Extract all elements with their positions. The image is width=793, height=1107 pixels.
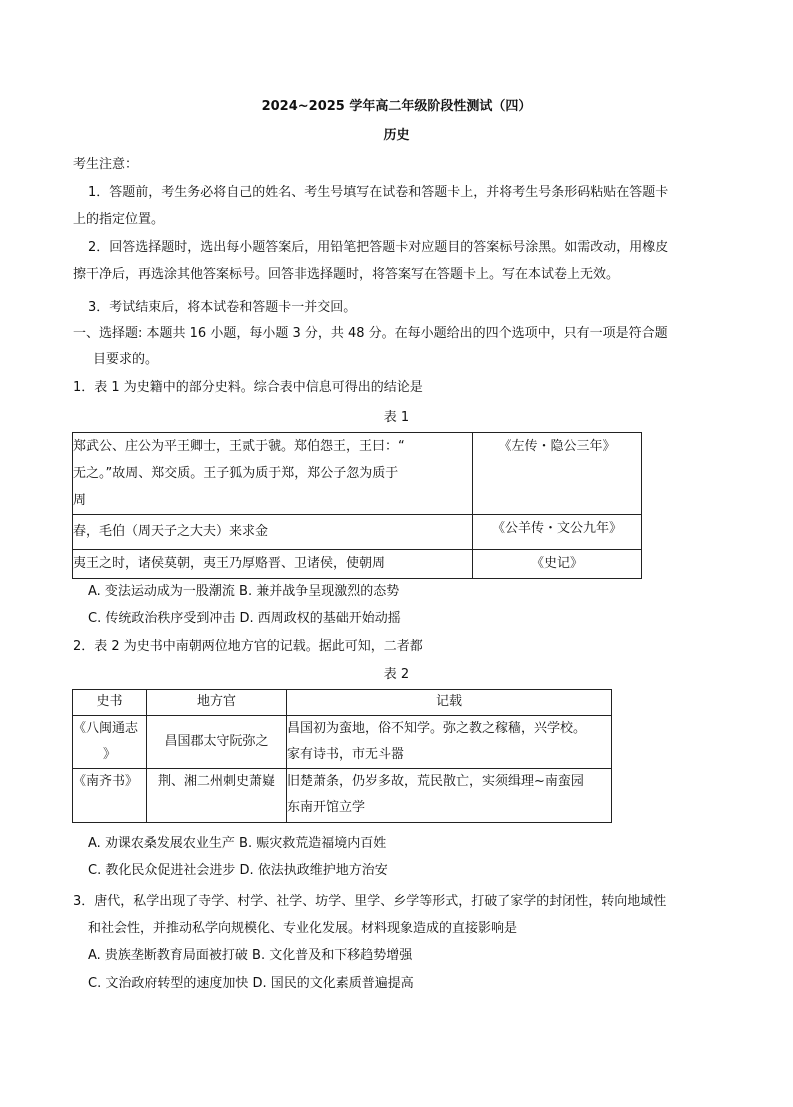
table-row xyxy=(73,433,642,515)
question-2-options-line-1: A. 劝课农桑发展农业生产 B. 赈灾救荒造福境内百姓 xyxy=(88,836,387,851)
table-2-header-book: 史书 xyxy=(73,690,147,716)
question-3-stem-line-1: 3．唐代，私学出现了寺学、村学、社学、坊学、里学、乡学等形式，打破了家学的封闭性，转向地域性 xyxy=(73,894,667,909)
table-row xyxy=(73,550,642,579)
table-1-row-1-line-3: 周 xyxy=(73,493,87,508)
question-3-options-line-2: C. 文治政府转型的速度加快 D. 国民的文化素质普遍提高 xyxy=(88,976,414,991)
table-2-row-1-book xyxy=(73,716,147,769)
table-1-text-cell xyxy=(73,433,473,515)
table-1-row-3-source: 《史记》 xyxy=(473,550,642,579)
notice-heading: 考生注意： xyxy=(73,157,139,172)
notice-item-1-line-1: 1．答题前，考生务必将自己的姓名、考生号填写在试卷和答题卡上，并将考生号条形码粘贴在答题卡 xyxy=(88,185,669,200)
question-1-options-line-1: A. 变法运动成为一股潮流 B. 兼并战争呈现激烈的态势 xyxy=(88,584,400,599)
table-1-row-2-source: 《公羊传・文公九年》 xyxy=(473,515,642,550)
table-2-header-record: 记载 xyxy=(287,690,612,716)
subject-title: 历史 xyxy=(383,128,410,143)
question-3-options-line-1: A. 贵族垄断教育局面被打破 B. 文化普及和下移趋势增强 xyxy=(88,948,413,963)
table-2-row-1-book-line-2: 》 xyxy=(102,747,116,762)
table-1-row-2-text: 春，毛伯（周天子之大夫）来求金 xyxy=(73,515,473,550)
notice-item-2-line-2: 擦干净后，再选涂其他答案标号。回答非选择题时，将答案写在答题卡上。写在本试卷上无效。 xyxy=(73,267,620,282)
section-1-line-1: 一、选择题: 本题共 16 小题，每小题 3 分，共 48 分。在每小题给出的四个选项中，只有一项是符合题 xyxy=(73,326,668,341)
table-1-row-1-line-1: 郑武公、庄公为平王卿士，王贰于虢。郑伯怨王，王曰：“ xyxy=(73,439,405,454)
table-2-row-2-record-line-2: 东南开馆立学 xyxy=(287,800,366,815)
table-2-caption: 表 2 xyxy=(383,667,410,682)
table-2-row-2-official: 荆、湘二州刺史萧嶷 xyxy=(147,769,287,823)
table-1 xyxy=(72,432,642,579)
table-2-row-1-record xyxy=(287,716,612,769)
table-2-row-2-book: 《南齐书》 xyxy=(73,769,147,823)
question-2-options-line-2: C. 教化民众促进社会进步 D. 依法执政维护地方治安 xyxy=(88,863,388,878)
table-row xyxy=(73,716,612,769)
table-1-caption: 表 1 xyxy=(383,410,410,425)
table-2-row-1-book-line-1: 《八闽通志 xyxy=(73,721,139,736)
table-row xyxy=(73,515,642,550)
table-row xyxy=(73,769,612,823)
question-1-options-line-2: C. 传统政治秩序受到冲击 D. 西周政权的基础开始动摇 xyxy=(88,611,401,626)
notice-item-2-line-1: 2．回答选择题时，选出每小题答案后，用铅笔把答题卡对应题目的答案标号涂黑。如需改动，用橡皮 xyxy=(88,240,669,255)
notice-item-3: 3．考试结束后，将本试卷和答题卡一并交回。 xyxy=(88,300,357,315)
notice-item-1-line-2: 上的指定位置。 xyxy=(73,212,165,227)
table-2-row-1-official: 昌国郡太守阮弥之 xyxy=(147,716,287,769)
table-row xyxy=(73,690,612,716)
section-1-line-2: 目要求的。 xyxy=(93,352,159,367)
question-1-stem: 1．表 1 为史籍中的部分史料。综合表中信息可得出的结论是 xyxy=(73,380,423,395)
question-2-stem: 2．表 2 为史书中南朝两位地方官的记载。据此可知，二者都 xyxy=(73,639,423,654)
table-2 xyxy=(72,689,612,823)
table-1-row-3-text: 夷王之时，诸侯莫朝，夷王乃厚赂晋、卫诸侯，使朝周 xyxy=(73,550,473,579)
table-2-row-2-record-line-1: 旧楚萧条，仍岁多故，荒民散亡，实须缉理~南蛮园 xyxy=(287,774,584,789)
exam-title: 2024~2025 学年高二年级阶段性测试（四） xyxy=(261,99,532,114)
table-2-row-2-record xyxy=(287,769,612,823)
question-3-stem-line-2: 和社会性，并推动私学向规模化、专业化发展。材料现象造成的直接影响是 xyxy=(88,921,518,936)
table-2-row-1-record-line-2: 家有诗书，市无斗嚣 xyxy=(287,747,405,762)
table-1-source-cell: 《左传・隐公三年》 xyxy=(473,433,642,515)
table-2-header-official: 地方官 xyxy=(147,690,287,716)
table-2-row-1-record-line-1: 昌国初为蛮地，俗不知学。弥之教之稼穑，兴学校。 xyxy=(287,721,587,736)
table-1-row-1-line-2: 无之。”故周、郑交质。王子狐为质于郑，郑公子忽为质于 xyxy=(73,466,399,481)
